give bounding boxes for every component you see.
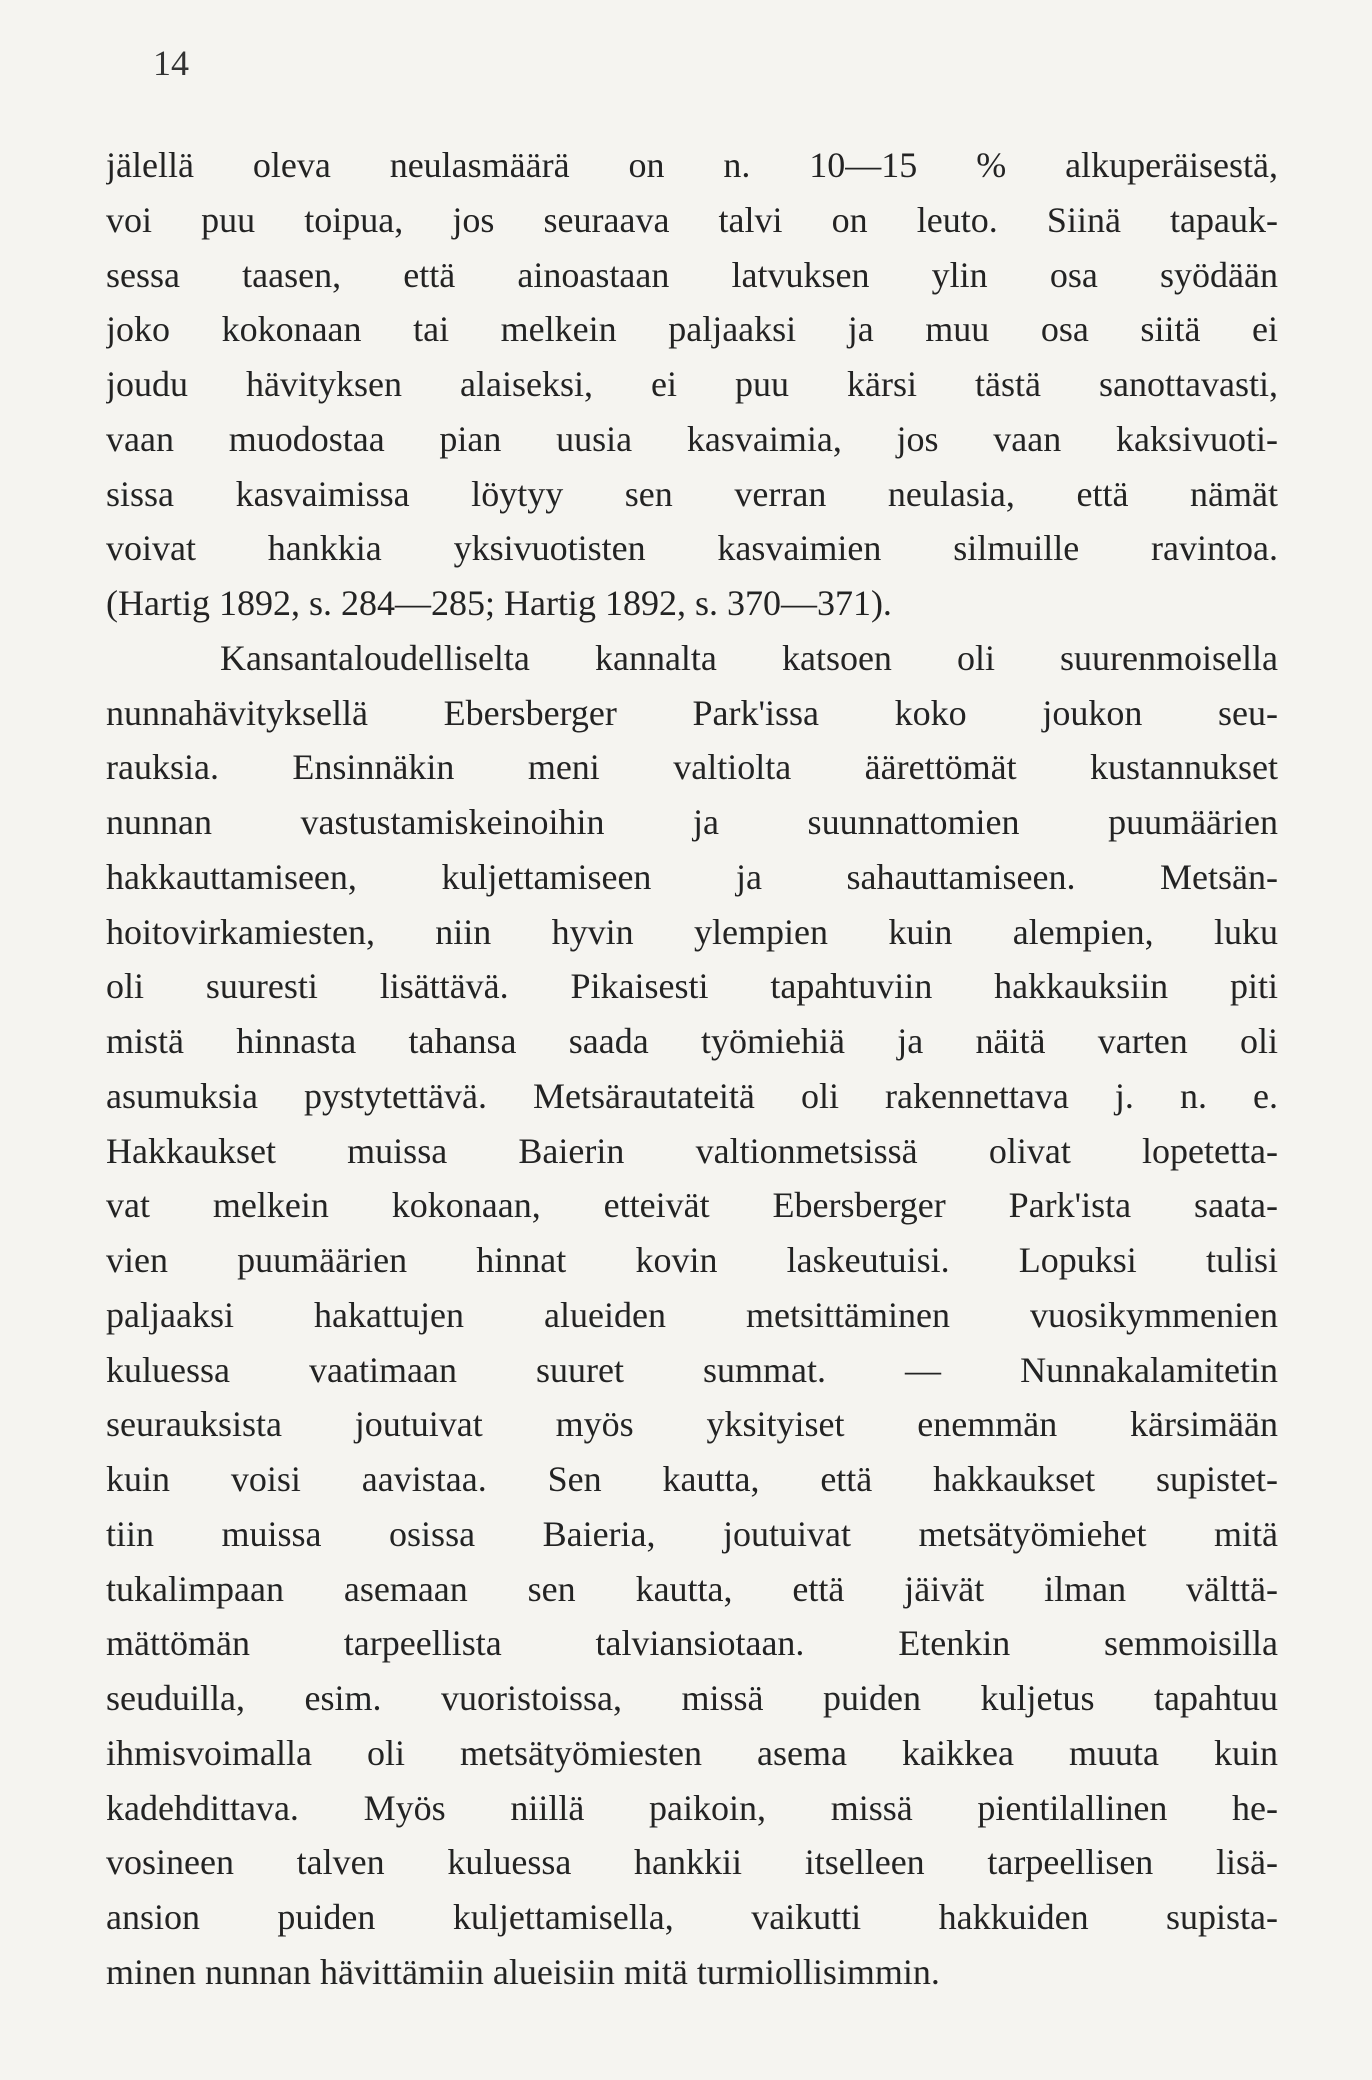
text-line: sissa kasvaimissa löytyy sen verran neulasia, että nämät [106,473,1278,514]
page-number: 14 [153,43,189,83]
text-line: hakkauttamiseen, kuljettamiseen ja sahauttamiseen. Metsän- [106,856,1278,897]
text-line: mistä hinnasta tahansa saada työmiehiä ja näitä varten oli [106,1021,1278,1061]
text-line: voi puu toipua, jos seuraava talvi on leuto. Siinä tapauk- [106,199,1278,240]
text-line: Kansantaloudelliselta kannalta katsoen oli suurenmoisella [220,637,1278,678]
text-line: paljaaksi hakattujen alueiden metsittäminen vuosikymmenien [106,1294,1278,1335]
body-text [106,138,1278,2000]
text-line: vosineen talven kuluessa hankkii itselleen tarpeellisen lisä- [106,1842,1278,1883]
text-line: minen nunnan hävittämiin alueisiin mitä turmiollisimmin. [106,1951,940,1992]
text-line: seurauksista joutuivat myös yksityiset enemmän kärsimään [106,1404,1278,1445]
text-line: voivat hankkia yksivuotisten kasvaimien silmuille ravintoa. [106,528,1278,569]
text-line: seuduilla, esim. vuoristoissa, missä puiden kuljetus tapahtuu [106,1678,1278,1718]
text-line: mättömän tarpeellista talviansiotaan. Etenkin semmoisilla [106,1623,1278,1664]
text-line: vaan muodostaa pian uusia kasvaimia, jos vaan kaksivuoti- [106,418,1278,459]
text-line: nunnahävityksellä Ebersberger Park'issa koko joukon seu- [106,692,1278,733]
text-line: vien puumäärien hinnat kovin laskeutuisi. Lopuksi tulisi [106,1240,1278,1280]
text-line: vat melkein kokonaan, etteivät Ebersberger Park'ista saata- [106,1185,1278,1226]
text-line: tiin muissa osissa Baieria, joutuivat metsätyömiehet mitä [106,1513,1278,1554]
text-line: hoitovirkamiesten, niin hyvin ylempien kuin alempien, luku [106,911,1278,952]
text-line: kuluessa vaatimaan suuret summat. — Nunnakalamitetin [106,1349,1278,1390]
text-line: (Hartig 1892, s. 284—285; Hartig 1892, s. 370—371). [106,583,892,623]
text-line: rauksia. Ensinnäkin meni valtiolta äärettömät kustannukset [106,747,1278,788]
text-line: ihmisvoimalla oli metsätyömiesten asema kaikkea muuta kuin [106,1732,1278,1773]
text-line: kadehdittava. Myös niillä paikoin, missä pientilallinen he- [106,1787,1278,1828]
text-line: ansion puiden kuljettamisella, vaikutti hakkuiden supista- [106,1897,1278,1937]
text-line: asumuksia pystytettävä. Metsärautateitä oli rakennettava j. n. e. [106,1075,1278,1116]
text-line: kuin voisi aavistaa. Sen kautta, että hakkaukset supistet- [106,1459,1278,1499]
text-line: jälellä oleva neulasmäärä on n. 10—15 % alkuperäisestä, [106,145,1278,185]
text-line: nunnan vastustamiskeinoihin ja suunnattomien puumäärien [106,802,1278,842]
text-line: Hakkaukset muissa Baierin valtionmetsissä olivat lopetetta- [106,1130,1278,1171]
text-line: sessa taasen, että ainoastaan latvuksen ylin osa syödään [106,254,1278,295]
text-line: oli suuresti lisättävä. Pikaisesti tapahtuviin hakkauksiin piti [106,966,1278,1007]
text-line: joudu hävityksen alaiseksi, ei puu kärsi tästä sanottavasti, [106,364,1278,404]
text-line: tukalimpaan asemaan sen kautta, että jäivät ilman välttä- [106,1568,1278,1609]
text-line: joko kokonaan tai melkein paljaaksi ja muu osa siitä ei [106,309,1278,350]
